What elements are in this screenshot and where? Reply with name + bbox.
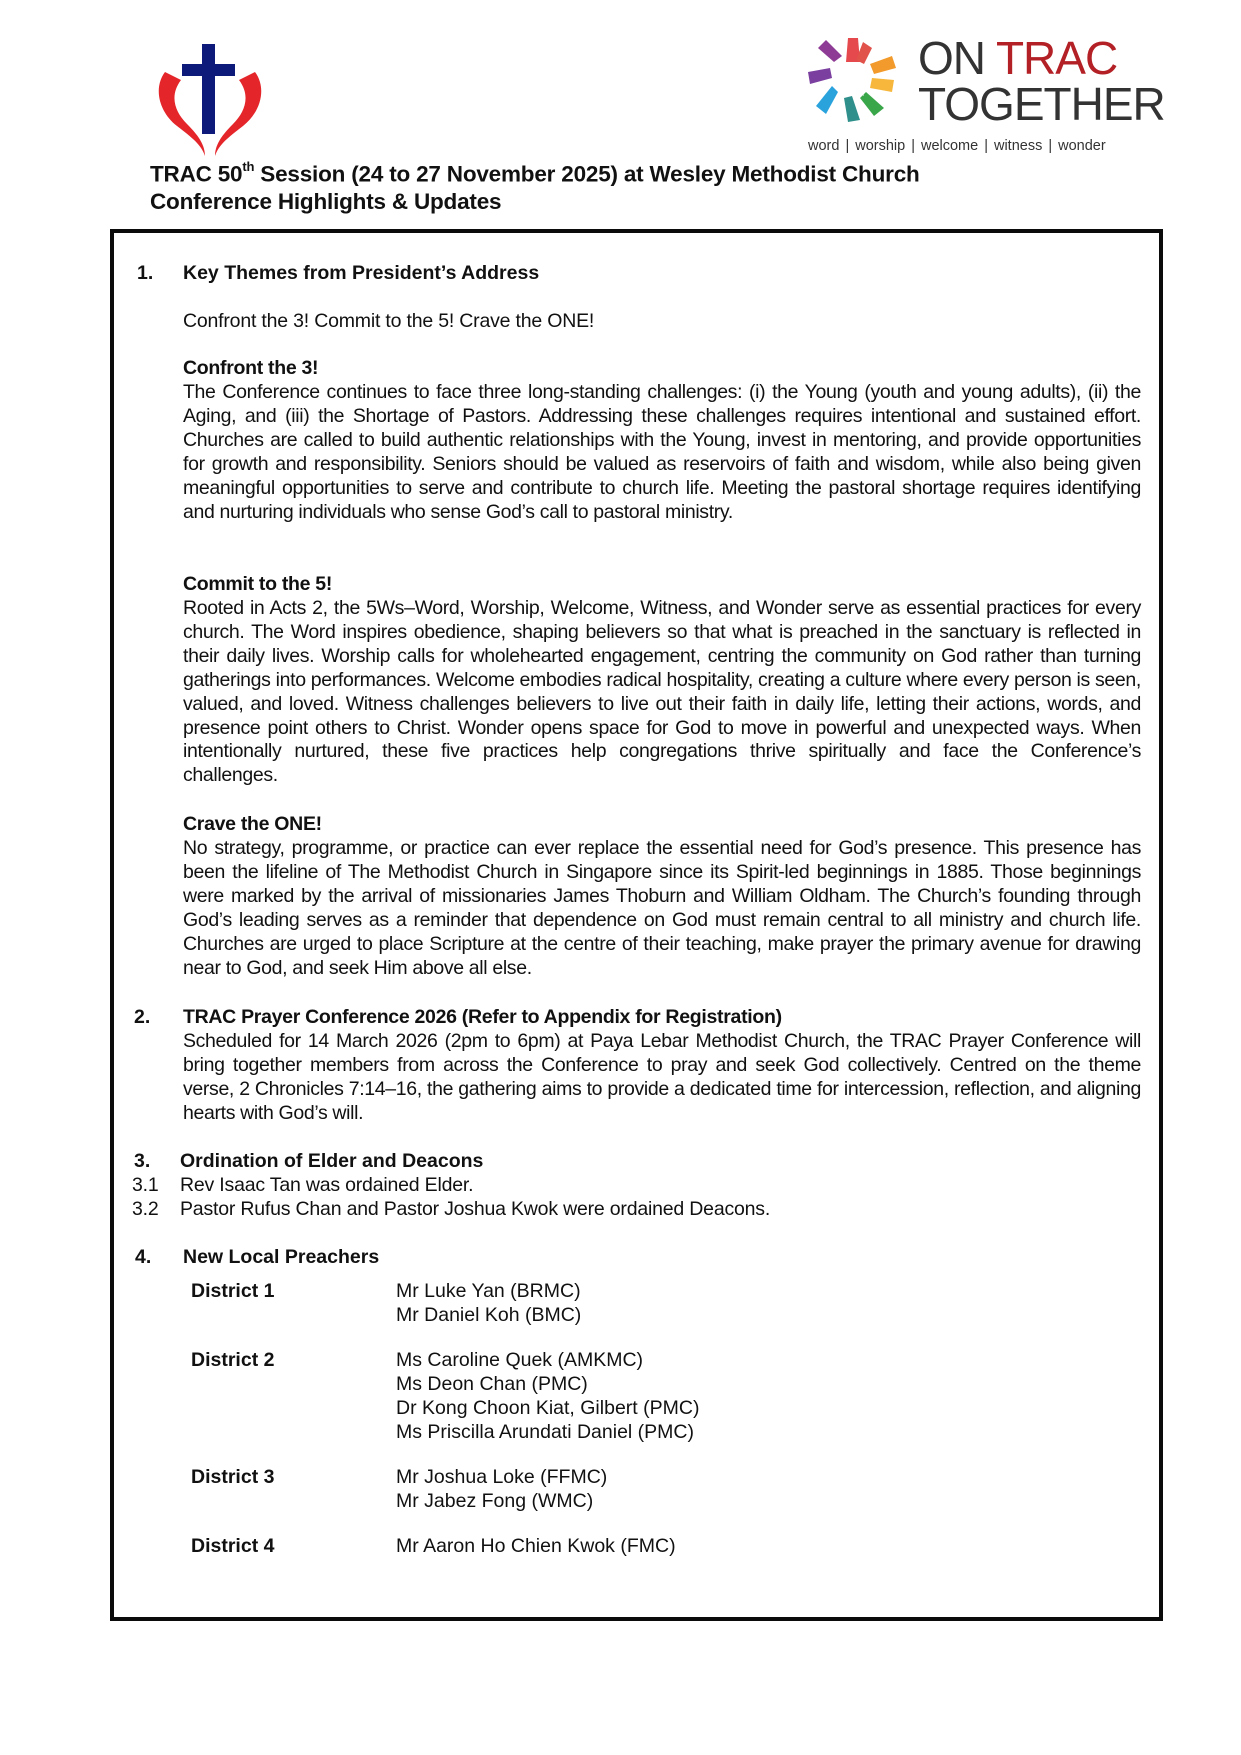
section-4-number: 4. [135, 1246, 152, 1268]
subsection-crave-heading: Crave the ONE! [183, 813, 322, 835]
section-2-heading: TRAC Prayer Conference 2026 (Refer to Appendix for Registration) [183, 1006, 782, 1028]
subsection-commit-body: Rooted in Acts 2, the 5Ws–Word, Worship, Welcome, Witness, and Wonder serve as essential practices for every church. The Word inspires obedience, shaping believers so that what is preached in the sanctuary is reflected in their daily lives. Worship calls for wholehearted engagement, centring the community on God rather than turning gatherings into performances. Welcome embodies radical hospitality, creating a culture where every person is seen, valued, and loved. Witness challenges believers to live out their faith in daily life, letting their actions, words, and presence point others to Christ. Wonder opens space for God to move in powerful and unexpected ways. When intentionally nurtured, these five practices help congregations thrive spiritually and face the Conference’s challenges. [183, 597, 1141, 787]
subsection-confront-heading: Confront the 3! [183, 357, 319, 379]
preacher-name: Mr Aaron Ho Chien Kwok (FMC) [396, 1535, 676, 1557]
preacher-name: Mr Jabez Fong (WMC) [396, 1489, 594, 1512]
section-3-heading: Ordination of Elder and Deacons [180, 1150, 484, 1172]
preacher-name: Mr Luke Yan (BRMC) [396, 1280, 581, 1302]
ontrac-line1 [918, 32, 1118, 84]
section-3-number: 3. [134, 1150, 151, 1172]
tagline-wonder: wonder [1058, 138, 1106, 154]
title-superscript: th [242, 159, 255, 174]
preacher-name: Ms Priscilla Arundati Daniel (PMC) [396, 1420, 694, 1443]
subsection-confront-body: The Conference continues to face three long-standing challenges: (i) the Young (youth and young adults), (ii) the Aging, and (iii) the Shortage of Pastors. Addressing these challenges requires intentional and sustained effort. Churches are called to build authentic relationships with the Young, invest in mentoring, and provide opportunities for growth and responsibility. Seniors should be valued as reservoirs of faith and wisdom, while also being given meaningful opportunities to serve and contribute to church life. Meeting the pastoral shortage requires identifying and nurturing individuals who sense God’s call to pastoral ministry. [183, 381, 1141, 523]
tagline-witness: witness [993, 138, 1043, 154]
ontrac-trac-text: TRAC [995, 32, 1118, 84]
district-1-label: District 1 [191, 1280, 275, 1302]
title-prefix: TRAC 50 [150, 161, 243, 187]
section-1-number: 1. [137, 262, 154, 284]
preacher-name: Dr Kong Choon Kiat, Gilbert (PMC) [396, 1396, 700, 1419]
item-3-2-text: Pastor Rufus Chan and Pastor Joshua Kwok were ordained Deacons. [180, 1198, 771, 1220]
tagline-welcome: welcome [920, 138, 979, 154]
document-title [150, 161, 920, 188]
methodist-church-logo [155, 40, 265, 158]
tagline-separator: | [845, 138, 850, 154]
district-3-label: District 3 [191, 1466, 275, 1488]
ontrac-tagline [808, 138, 1106, 154]
tagline-word: word [808, 138, 840, 154]
district-4-label: District 4 [191, 1535, 275, 1557]
tagline-worship: worship [855, 138, 906, 154]
section-2-body: Scheduled for 14 March 2026 (2pm to 6pm) at Paya Lebar Methodist Church, the TRAC Prayer Conference will bring together members from across the Conference to pray and seek God collectively. Centred on the theme verse, 2 Chronicles 7:14–16, the gathering aims to provide a dedicated time for intercession, reflection, and aligning hearts with God’s will. [183, 1030, 1141, 1124]
tagline-separator: | [984, 138, 988, 154]
title-suffix: Session (24 to 27 November 2025) at Wesley Methodist Church [254, 161, 920, 187]
district-3-names [396, 1466, 607, 1514]
section-1-heading: Key Themes from President’s Address [183, 262, 540, 284]
subsection-crave-body: No strategy, programme, or practice can ever replace the essential need for God’s presence. This presence has been the lifeline of The Methodist Church in Singapore since its Spirit-led beginnings in 1885. Those beginnings were marked by the arrival of missionaries James Thoburn and William Oldham. The Church’s founding through God’s leading serves as a reminder that dependence on God must remain central to all ministry and church life. Churches are urged to place Scripture at the centre of their teaching, make prayer the primary avenue for drawing near to God, and seek Him above all else. [183, 837, 1141, 979]
ontrac-on-text: ON [918, 32, 985, 84]
document-subtitle: Conference Highlights & Updates [150, 189, 502, 214]
district-1-names [396, 1280, 581, 1328]
star-logo-icon [808, 34, 898, 122]
section-4-heading: New Local Preachers [183, 1246, 380, 1268]
item-3-2-number: 3.2 [132, 1198, 159, 1220]
subsection-commit-heading: Commit to the 5! [183, 573, 333, 595]
district-2-label: District 2 [191, 1349, 275, 1371]
preacher-name: Ms Deon Chan (PMC) [396, 1372, 588, 1395]
district-2-names [396, 1349, 699, 1445]
section-1-tagline: Confront the 3! Commit to the 5! Crave the ONE! [183, 310, 595, 332]
preacher-name: Mr Daniel Koh (BMC) [396, 1303, 582, 1326]
tagline-separator: | [911, 138, 915, 154]
preacher-name: Ms Caroline Quek (AMKMC) [396, 1349, 644, 1371]
section-2-number: 2. [134, 1006, 151, 1028]
ontrac-line2: TOGETHER [918, 78, 1165, 130]
cross-and-flame-icon [155, 40, 265, 158]
item-3-1-text: Rev Isaac Tan was ordained Elder. [180, 1174, 474, 1196]
item-3-1-number: 3.1 [132, 1174, 159, 1196]
district-4-names [396, 1535, 676, 1559]
on-trac-together-logo [808, 32, 1165, 157]
tagline-separator: | [1048, 138, 1053, 154]
preacher-name: Mr Joshua Loke (FFMC) [396, 1466, 608, 1488]
